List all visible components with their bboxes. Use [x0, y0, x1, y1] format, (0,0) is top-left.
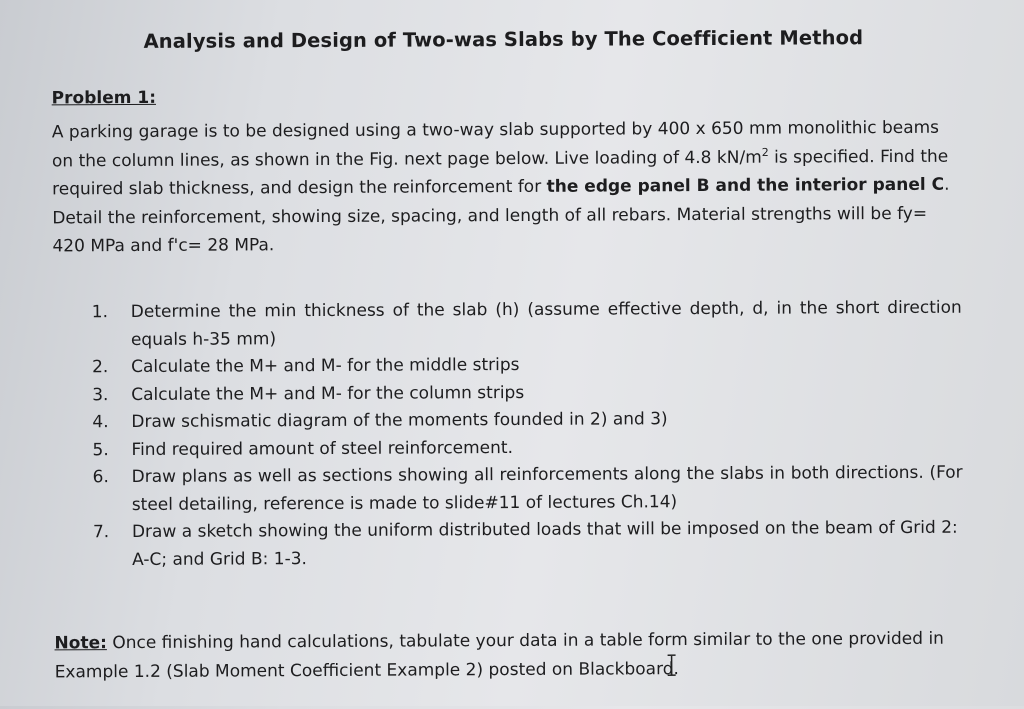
step-text: Draw plans as well as sections showing all reinforcements along the slabs in both directions. (For steel detailing, reference is made to slide#11 of lectures Ch.14) — [131, 462, 963, 515]
list-item — [93, 460, 963, 520]
steps-list — [92, 295, 963, 575]
list-item — [92, 295, 962, 355]
step-text: Calculate the M+ and M- for the column strips — [131, 382, 525, 405]
step-number: 6. — [92, 467, 109, 488]
step-number: 1. — [91, 302, 109, 323]
problem-heading: Problem 1: — [51, 87, 157, 109]
note-paragraph — [54, 625, 964, 687]
step-number: 5. — [92, 439, 109, 460]
paragraph-bold1: the edge panel B and the interior panel — [546, 174, 932, 197]
step-text: Draw schismatic diagram of the moments founded in 2) and 3) — [131, 409, 668, 432]
step-number: 3. — [92, 384, 109, 405]
paragraph-part2: is specified. Find the required slab thickness, and design the reinforcement for — [52, 146, 949, 200]
step-text: Find required amount of steel reinforcement. — [131, 437, 514, 460]
document-title: Analysis and Design of Two-was Slabs by The Coefficient Method — [143, 26, 864, 53]
problem-paragraph — [52, 114, 963, 261]
step-text: Calculate the M+ and M- for the middle strips — [131, 354, 520, 377]
note-label: Note: — [54, 633, 107, 654]
paragraph-part1: A parking garage is to be designed using a two-way slab supported by 400 x 650 mm monolithic beams on the column lines, as shown in the Fig. next page below. Live loading of 4.8 kN/m — [51, 117, 940, 171]
paragraph-bold2: C — [931, 174, 945, 195]
step-number: 7. — [92, 522, 110, 543]
paragraph-part3: . Detail the reinforcement, showing size, spacing, and length of all rebars. Material strengths will be fy= 420 MPa and f'c= 28 MPa. — [52, 174, 950, 257]
step-number: 4. — [92, 412, 109, 433]
step-text: Determine the min thickness of the slab (h) (assume effective depth, d, in the short direction equals h-35 mm) — [130, 297, 962, 350]
list-item — [93, 515, 963, 575]
note-text: Once finishing hand calculations, tabulate your data in a table form similar to the one provided in Example 1.2 (Slab Moment Coefficient Example 2) posted on Blackboard. — [54, 628, 944, 682]
superscript: 2 — [761, 145, 769, 159]
step-number: 2. — [92, 357, 109, 378]
step-text: Draw a sketch showing the uniform distributed loads that will be imposed on the beam of Grid 2: A-C; and Grid B: 1-3. — [131, 517, 958, 570]
